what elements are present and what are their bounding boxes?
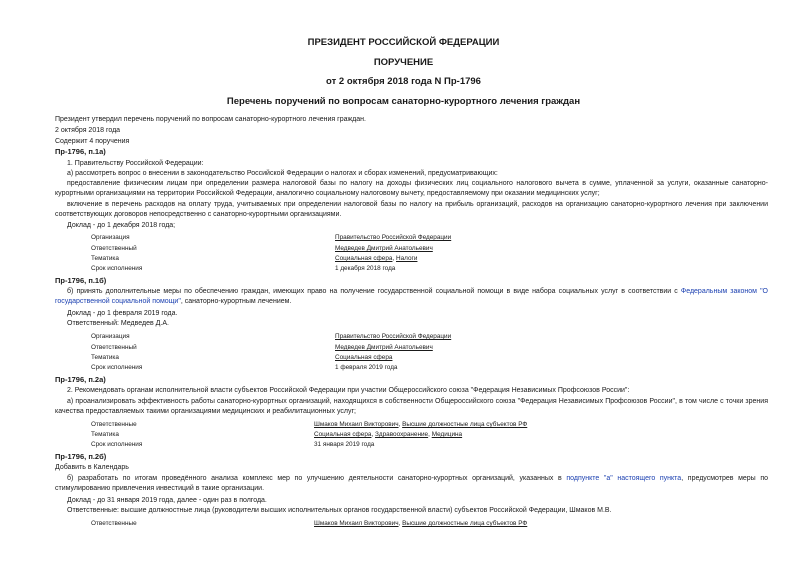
item-1b-text-pre: б) принять дополнительные меры по обеспечению граждан, имеющих право на получение государственной социальной помощи в виде набора социальных услуг в соответствии с [67,288,681,295]
item-1b-report: Доклад - до 1 февраля 2019 года. [67,310,178,317]
document-subject: Перечень поручений по вопросам санаторно-курортного лечения граждан [226,96,581,107]
organization-link[interactable]: Правительство Российской Федерации [335,234,452,241]
subpoint-a-link[interactable]: подпункте "а" настоящего пункта [566,475,682,482]
item-2b-report: Доклад - до 31 января 2019 года, далее - один раз в полгода. [67,497,267,504]
intro-contains: Содержит 4 поручения [55,138,130,145]
meta-label-due: Срок исполнения [91,364,143,371]
topic-link-social[interactable]: Социальная сфера [314,431,372,438]
item-1a-id: Пр-1796, п.1а) [55,147,106,156]
item-1a-text-b: предоставление физическим лицам при определении размера налоговой базы по налогу на доходы физических лиц социального налогового вычета в сумме, уплаченной за услуги, оказанные санаторно-курортными организациями на территории Российской Федерации, аналогично социальному налоговому вычету, предоставляемому при оказании медицинских услуг; [55,180,768,198]
item-2a-text: а) проанализировать эффективность работы санаторно-курортных организаций, находящихся в собственности Общероссийского союза "Федерация Независимых Профсоюзов России", в том числе с точки зрения качества предоставляемых такими организациями медицинских и реабилитационных услуг; [55,398,768,416]
meta-label-organization: Организация [91,234,130,241]
responsible-link-regional-heads[interactable]: Высшие должностные лица субъектов РФ [402,421,528,428]
item-1a-text-a: а) рассмотреть вопрос о внесении в законодательство Российской Федерации о налогах и сборах изменений, предусматривающих: [67,170,498,177]
item-1b-text-post: , санаторно-курортным лечением. [180,298,292,306]
add-to-calendar-link[interactable]: Добавить в Календарь [55,464,129,471]
meta-label-due: Срок исполнения [91,441,143,448]
item-1b-text [55,287,768,308]
meta-label-responsible: Ответственные [91,520,137,527]
meta-label-topic: Тематика [91,255,119,262]
intro-approved: Президент утвердил перечень поручений по вопросам санаторно-курортного лечения граждан. [55,116,366,123]
due-date: 1 февраля 2019 года [335,364,398,371]
meta-label-topic: Тематика [91,354,119,361]
responsible-link[interactable]: Медведев Дмитрий Анатольевич [335,245,433,252]
item-2a-id: Пр-1796, п.2а) [55,375,106,384]
item-2b-text [55,474,768,495]
responsible-link-shmakov[interactable]: Шмаков Михаил Викторович [314,421,399,428]
topic-separator: , [392,255,397,262]
topic-link-medicine[interactable]: Медицина [431,431,463,438]
organization-link[interactable]: Правительство Российской Федерации [335,333,452,340]
topic-link-social[interactable]: Социальная сфера [335,354,393,361]
responsible-link-shmakov[interactable]: Шмаков Михаил Викторович [314,520,399,527]
item-1a-text-c: включение в перечень расходов на оплату труда, учитываемых при определении налоговой базы по налогу на прибыль организаций, расходов на организацию санаторно-курортного лечения при заключении соответствующих договоров непосредственно с санаторно-курортными организациями. [55,201,768,219]
item-2a-heading: 2. Рекомендовать органам исполнительной власти субъектов Российской Федерации при участии Общероссийского союза "Федерация Независимых Профсоюзов России": [67,387,630,394]
item-2b-text-pre: б) разработать по итогам проведённого анализа комплекс мер по улучшению деятельности санаторно-курортных организаций, указанных в [67,475,567,482]
item-1b-id: Пр-1796, п.1б) [55,276,107,285]
item-2b-id: Пр-1796, п.2б) [55,452,107,461]
item-1a-heading: 1. Правительству Российской Федерации: [67,160,204,167]
topic-link-taxes[interactable]: Налоги [396,255,418,262]
meta-label-responsible: Ответственный [91,245,137,252]
due-date: 1 декабря 2018 года [335,265,396,272]
federal-law-link[interactable]: Федеральным законом "О государственной социальной помощи" [55,288,768,306]
meta-label-responsible: Ответственный [91,344,137,351]
item-1a-report: Доклад - до 1 декабря 2018 года; [67,222,176,229]
topic-separator: , [371,431,376,438]
due-date: 31 января 2019 года [314,441,375,448]
topic-link-social[interactable]: Социальная сфера [335,255,393,262]
intro-date: 2 октября 2018 года [55,127,121,134]
responsible-link-regional-heads[interactable]: Высшие должностные лица субъектов РФ [402,520,528,527]
document-date-number: от 2 октября 2018 года N Пр-1796 [326,76,481,87]
topic-separator: , [428,431,432,438]
item-2b-responsible: Ответственные: высшие должностные лица (руководители высших исполнительных органов государственной власти) субъектов Российской Федерации, Шмаков М.В. [67,507,612,514]
meta-label-responsible: Ответственные [91,421,137,428]
meta-label-due: Срок исполнения [91,265,143,272]
responsible-link[interactable]: Медведев Дмитрий Анатольевич [335,344,433,351]
document-type: ПОРУЧЕНИЕ [373,57,434,68]
meta-label-topic: Тематика [91,431,119,438]
item-1b-responsible: Ответственный: Медведев Д.А. [67,320,169,327]
issuer-title: ПРЕЗИДЕНТ РОССИЙСКОЙ ФЕДЕРАЦИИ [307,37,500,48]
topic-link-healthcare[interactable]: Здравоохранение [375,431,429,438]
responsible-separator: , [398,520,403,527]
meta-label-organization: Организация [91,333,130,340]
responsible-separator: , [398,421,403,428]
item-2b-text-post: , предусмотрев меры по стимулированию привлечения инвестиций в такие организации. [55,475,768,493]
